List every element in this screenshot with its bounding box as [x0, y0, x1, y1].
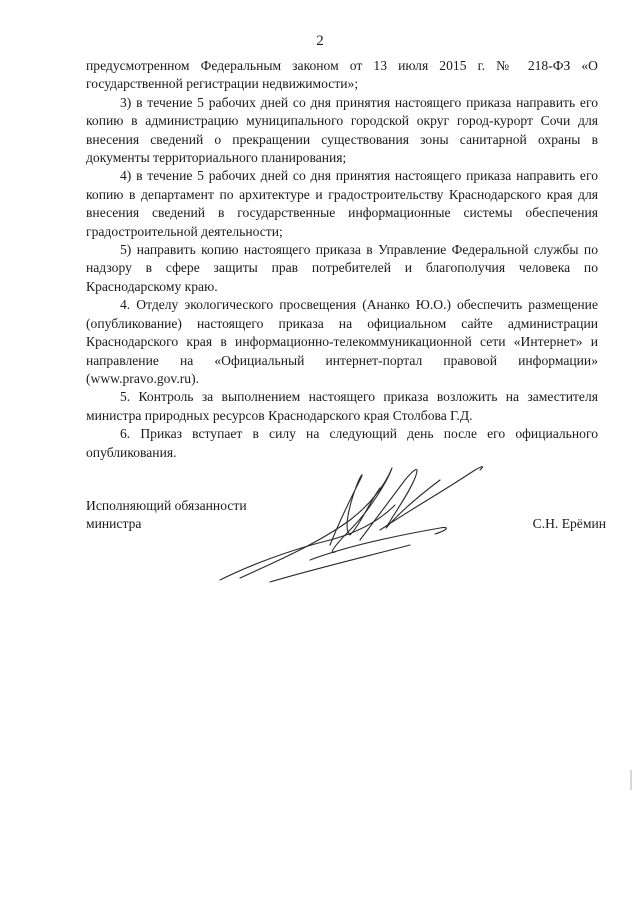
signatory-title-line1: Исполняющий обязанности	[86, 498, 247, 513]
scan-artifact	[630, 770, 632, 790]
paragraph-clause-6: 6. Приказ вступает в силу на следующий день после его официального опубликования.	[86, 426, 598, 460]
paragraph-clause-4: 4. Отделу экологического просвещения (Ананко Ю.О.) обеспечить размещение (опубликование) настоящего приказа на официальном сайте администрации Краснодарского края в информационно-телекоммуникационной сети «Интернет» и направление на «Официальный интернет-портал правовой информации» (www.pravo.gov.ru).	[86, 297, 598, 386]
paragraph-item-5: 5) направить копию настоящего приказа в Управление Федеральной службы по надзору в сфере защиты прав потребителей и благополучия человека по Краснодарскому краю.	[86, 242, 598, 294]
signature-block	[86, 497, 606, 534]
paragraph-clause-5: 5. Контроль за выполнением настоящего приказа возложить на заместителя министра природных ресурсов Краснодарского края Столбова Г.Д.	[86, 389, 598, 423]
signatory-name: С.Н. Ерёмин	[532, 516, 606, 531]
document-body	[86, 57, 598, 462]
page-number: 2	[316, 33, 324, 49]
paragraph-continuation: предусмотренном Федеральным законом от 13 июля 2015 г. № 218-ФЗ «О государственной регистрации недвижимости»;	[86, 58, 598, 92]
paragraph-item-3: 3) в течение 5 рабочих дней со дня принятия настоящего приказа направить его копию в администрацию муниципального городской округ город-курорт Сочи для внесения сведений о прекращении существования зоны санитарной охраны в документы территориального планирования;	[86, 94, 598, 166]
signatory-title-line2: министра	[86, 516, 142, 532]
paragraph-item-4: 4) в течение 5 рабочих дней со дня принятия настоящего приказа направить его копию в департамент по архитектуре и градостроительству Краснодарского края для внесения сведений в государственные информационные системы обеспечения градостроительной деятельности;	[86, 168, 598, 239]
